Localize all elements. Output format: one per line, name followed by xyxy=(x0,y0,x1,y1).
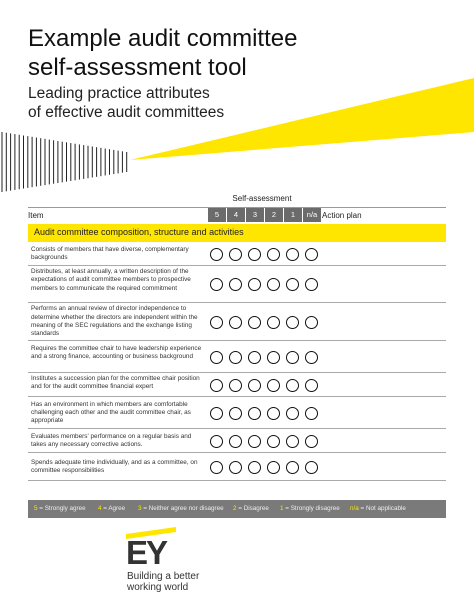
row-item-text: Institutes a succession plan for the committee chair position and for the audit committee financial expert xyxy=(31,375,200,391)
page-title xyxy=(28,24,328,82)
rating-radio-1[interactable] xyxy=(286,461,299,474)
rating-radio-4[interactable] xyxy=(229,379,242,392)
subtitle-line-1: Leading practice attributes xyxy=(28,85,210,102)
row-item-text: Consists of members that have diverse, complementary backgrounds xyxy=(31,246,189,262)
action-plan-column-label: Action plan xyxy=(322,211,362,220)
rating-radio-5[interactable] xyxy=(210,407,223,420)
rating-radio-5[interactable] xyxy=(210,248,223,261)
row-item-text: Has an environment in which members are comfortable challenging each other and the audit committee chair, as appropriate xyxy=(31,400,191,425)
rating-radio-4[interactable] xyxy=(229,278,242,291)
table-row xyxy=(28,303,446,341)
table-row xyxy=(28,397,446,429)
rating-radio-1[interactable] xyxy=(286,379,299,392)
rating-radio-2[interactable] xyxy=(267,435,280,448)
tagline-line-2: working world xyxy=(127,582,189,593)
rating-radio-2[interactable] xyxy=(267,461,280,474)
rating-radio-na[interactable] xyxy=(305,248,318,261)
rating-radio-2[interactable] xyxy=(267,278,280,291)
logo-tagline xyxy=(127,571,199,593)
rating-radio-2[interactable] xyxy=(267,407,280,420)
legend-item: n/a = Not applicable xyxy=(350,505,406,512)
row-item-text: Requires the committee chair to have leadership experience and a strong finance, accounting or business background xyxy=(31,344,202,360)
page-subtitle xyxy=(28,84,224,122)
rating-radio-3[interactable] xyxy=(248,248,261,261)
title-line-2: self-assessment tool xyxy=(28,54,247,81)
rating-radio-1[interactable] xyxy=(286,407,299,420)
rating-radio-2[interactable] xyxy=(267,351,280,364)
rating-radio-1[interactable] xyxy=(286,278,299,291)
table-row xyxy=(28,243,446,266)
title-line-1: Example audit committee xyxy=(28,25,298,52)
rating-radio-4[interactable] xyxy=(229,407,242,420)
score-header-2: 2 xyxy=(265,208,283,222)
rating-legend xyxy=(28,500,446,518)
rating-radio-5[interactable] xyxy=(210,435,223,448)
rating-radio-na[interactable] xyxy=(305,407,318,420)
rating-radio-3[interactable] xyxy=(248,278,261,291)
rating-radio-4[interactable] xyxy=(229,248,242,261)
rating-radio-na[interactable] xyxy=(305,351,318,364)
table-row xyxy=(28,266,446,303)
rating-radio-4[interactable] xyxy=(229,435,242,448)
table-row xyxy=(28,429,446,453)
rating-radio-2[interactable] xyxy=(267,248,280,261)
subtitle-line-2: of effective audit committees xyxy=(28,104,225,121)
rating-radio-1[interactable] xyxy=(286,435,299,448)
row-item-text: Spends adequate time individually, and as a committee, on committee responsibilities xyxy=(31,458,198,474)
tagline-line-1: Building a better xyxy=(127,571,200,582)
rating-radio-na[interactable] xyxy=(305,461,318,474)
section-heading xyxy=(28,224,446,242)
rating-radio-na[interactable] xyxy=(305,278,318,291)
legend-item: 3 = Neither agree nor disagree xyxy=(138,505,224,512)
rating-radio-2[interactable] xyxy=(267,316,280,329)
row-item-text: Evaluates members' performance on a regular basis and takes any necessary corrective actions. xyxy=(31,432,192,448)
rating-radio-4[interactable] xyxy=(229,316,242,329)
logo-mark: EY xyxy=(126,534,167,571)
item-column-label: Item xyxy=(28,211,44,220)
rating-radio-5[interactable] xyxy=(210,461,223,474)
rating-radio-na[interactable] xyxy=(305,316,318,329)
rating-radio-3[interactable] xyxy=(248,461,261,474)
row-item-text: Performs an annual review of director independence to determine whether the directors are independent within the meaning of the SEC regulations and the exchange listing standards xyxy=(31,305,198,338)
rating-radio-3[interactable] xyxy=(248,316,261,329)
legend-item: 4 = Agree xyxy=(98,505,126,512)
score-header-1: 1 xyxy=(284,208,302,222)
score-header-3: 3 xyxy=(246,208,264,222)
rating-radio-na[interactable] xyxy=(305,435,318,448)
rating-radio-5[interactable] xyxy=(210,278,223,291)
table-row xyxy=(28,453,446,481)
rating-radio-2[interactable] xyxy=(267,379,280,392)
rating-radio-5[interactable] xyxy=(210,351,223,364)
score-header-5: 5 xyxy=(208,208,226,222)
table-row xyxy=(28,341,446,373)
row-item-text: Distributes, at least annually, a written description of the expectations of audit committee members to prospective members to communicate the required commitment xyxy=(31,268,191,292)
legend-item: 1 = Strongly disagree xyxy=(280,505,340,512)
table-row xyxy=(28,373,446,397)
rating-radio-3[interactable] xyxy=(248,435,261,448)
rating-radio-1[interactable] xyxy=(286,316,299,329)
rating-radio-4[interactable] xyxy=(229,461,242,474)
score-header-4: 4 xyxy=(227,208,245,222)
rating-radio-1[interactable] xyxy=(286,248,299,261)
rating-radio-na[interactable] xyxy=(305,379,318,392)
section-title: Audit committee composition, structure and activities xyxy=(34,227,244,237)
self-assessment-label: Self-assessment xyxy=(232,194,292,203)
rating-radio-5[interactable] xyxy=(210,316,223,329)
legend-item: 5 = Strongly agree xyxy=(34,505,86,512)
rating-radio-3[interactable] xyxy=(248,351,261,364)
legend-item: 2 = Disagree xyxy=(233,505,269,512)
rating-radio-3[interactable] xyxy=(248,379,261,392)
table-header xyxy=(28,207,446,222)
rating-radio-4[interactable] xyxy=(229,351,242,364)
score-header-na: n/a xyxy=(303,208,321,222)
rating-radio-3[interactable] xyxy=(248,407,261,420)
rating-radio-5[interactable] xyxy=(210,379,223,392)
rating-radio-1[interactable] xyxy=(286,351,299,364)
